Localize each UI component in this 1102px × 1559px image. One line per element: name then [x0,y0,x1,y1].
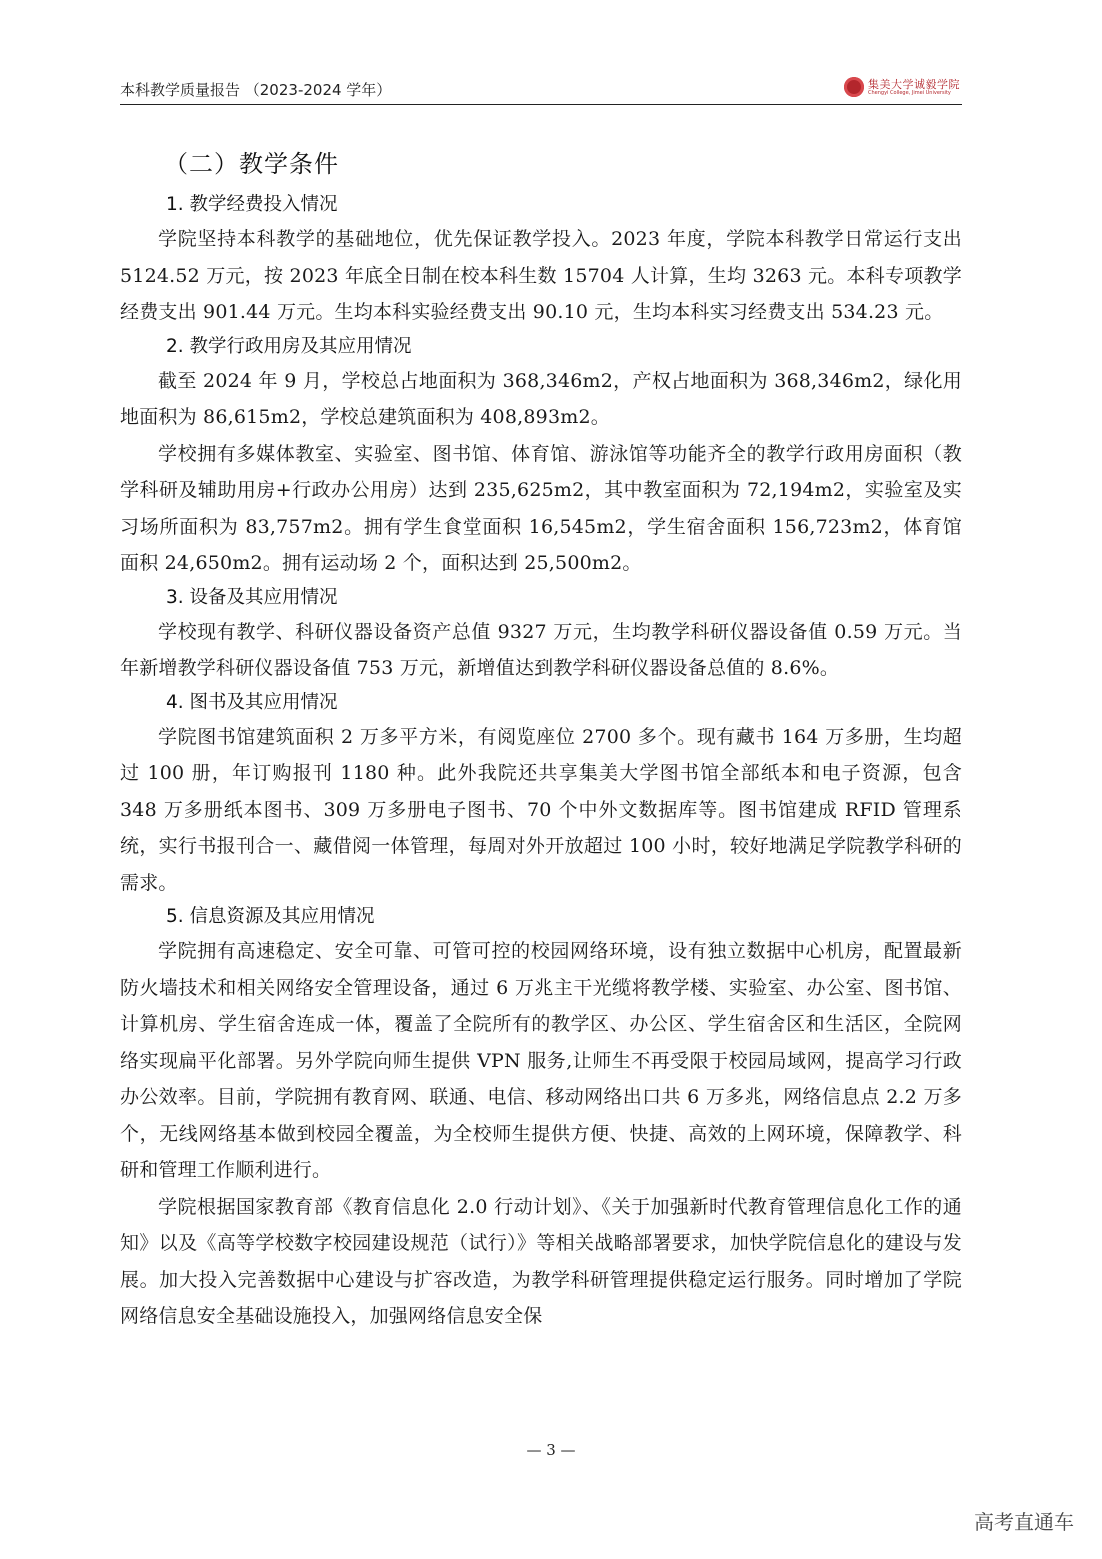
subsection-heading: 1. 教学经费投入情况 [166,194,338,215]
subsection-heading: 5. 信息资源及其应用情况 [166,906,375,927]
paragraph: 学院拥有高速稳定、安全可靠、可管可控的校园网络环境，设有独立数据中心机房，配置最新防火墙技术和相关网络安全管理设备，通过 6 万兆主干光缆将教学楼、实验室、办公室、图书馆、计算机房、学生宿舍连成一体，覆盖了全院所有的教学区、办公区、学生宿舍区和生活区，全院网络实现扁平化部署。另外学院向师生提供 VPN 服务,让师生不再受限于校园局域网，提高学习行政办公效率。目前，学院拥有教育网、联通、电信、移动网络出口共 6 万多兆，网络信息点 2.2 万多个，无线网络基本做到校园全覆盖，为全校师生提供方便、快捷、高效的上网环境，保障教学、科研和管理工作顺利进行。 [120,940,962,1181]
paragraph: 学院图书馆建筑面积 2 万多平方米，有阅览座位 2700 多个。现有藏书 164 万多册，生均超过 100 册，年订购报刊 1180 种。此外我院还共享集美大学图书馆全部纸本和电子资源，包含 348 万多册纸本图书、309 万多册电子图书、70 个中外文数据库等。图书馆建成 RFID 管理系统，实行书报刊合一、藏借阅一体管理，每周对外开放超过 100 小时，较好地满足学院教学科研的需求。 [120,725,962,894]
college-seal-icon [844,77,864,97]
logo-cn: 集美大学诚毅学院 [868,77,960,91]
page-header [120,72,962,105]
paragraph: 学院坚持本科教学的基础地位，优先保证教学投入。2023 年度，学院本科教学日常运行支出 5124.52 万元，按 2023 年底全日制在校本科生数 15704 人计算，生均 3263 元。本科专项教学经费支出 901.44 万元。生均本科实验经费支出 90.10 元，生均本科实习经费支出 534.23 元。 [120,228,962,323]
page-content [120,140,962,1335]
watermark: 高考直通车 [974,1510,1074,1534]
subsection-heading: 4. 图书及其应用情况 [166,691,338,713]
college-logo [844,74,960,100]
subsection-heading: 3. 设备及其应用情况 [166,586,338,608]
header-title: 本科教学质量报告 （2023-2024 学年） [120,81,392,99]
paragraph: 学校现有教学、科研仪器设备资产总值 9327 万元，生均教学科研仪器设备值 0.59 万元。当年新增教学科研仪器设备值 753 万元，新增值达到教学科研仪器设备总值的 8.6%。 [120,620,962,679]
section-title: （二）教学条件 [164,150,339,178]
paragraph: 学校拥有多媒体教室、实验室、图书馆、体育馆、游泳馆等功能齐全的教学行政用房面积（教学科研及辅助用房+行政办公用房）达到 235,625m2，其中教室面积为 72,194m2，实验室及实习场所面积为 83,757m2。拥有学生食堂面积 16,545m2，学生宿舍面积 156,723m2，体育馆面积 24,650m2。拥有运动场 2 个，面积达到 25,500m2。 [120,442,962,574]
page-number: — 3 — [526,1441,576,1459]
logo-text [868,79,960,96]
paragraph: 学院根据国家教育部《教育信息化 2.0 行动计划》、《关于加强新时代教育管理信息化工作的通知》以及《高等学校数字校园建设规范（试行）》等相关战略部署要求，加快学院信息化的建设与发展。加大投入完善数据中心建设与扩容改造，为教学科研管理提供稳定运行服务。同时增加了学院网络信息安全基础设施投入，加强网络信息安全保 [120,1195,962,1327]
subsection-heading: 2. 教学行政用房及其应用情况 [166,335,412,357]
paragraph: 截至 2024 年 9 月，学校总占地面积为 368,346m2，产权占地面积为 368,346m2，绿化用地面积为 86,615m2，学校总建筑面积为 408,893m2。 [120,369,962,428]
logo-en: Chengyi College, Jimei University [868,89,951,96]
